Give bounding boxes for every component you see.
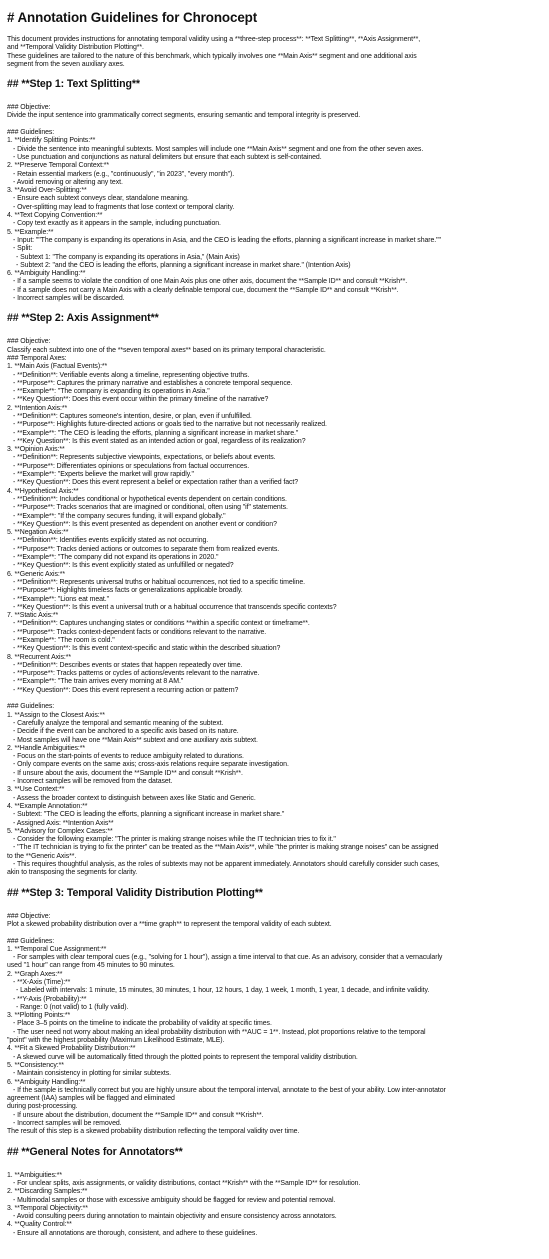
list-item: - **Definition**: Represents subjective viewpoints, expectations, or beliefs about events.	[13, 454, 276, 462]
list-item: akin to transposing the segments for clarity.	[7, 869, 138, 877]
step1-guidelines-heading: ### Guidelines:	[7, 129, 55, 137]
list-item: 2. **Preserve Temporal Context:**	[7, 162, 110, 170]
list-item: - **Key Question**: Does this event represent a recurring action or pattern?	[13, 686, 239, 694]
list-item: - Copy text exactly as it appears in the sample, including punctuation.	[13, 220, 221, 228]
list-item: - **Example**: "The train arrives every morning at 8 AM."	[13, 678, 184, 686]
list-item: - Most samples will have one **Main Axis** subtext and one auxiliary axis subtext.	[13, 736, 258, 744]
list-item: 5. **Advisory for Complex Cases:**	[7, 827, 113, 835]
list-item: - Maintain consistency in plotting for similar subtexts.	[13, 1070, 172, 1078]
list-item: 4. **Text Copying Convention:**	[7, 212, 103, 220]
list-item: - Only compare events on the same axis; cross-axis relations require separate investigation.	[13, 761, 289, 769]
list-item: - Subtext: "The CEO is leading the efforts, planning a significant increase in market share."	[13, 811, 285, 819]
list-item: - Decide if the event can be anchored to a specific axis based on its nature.	[13, 728, 239, 736]
list-item: 3. **Avoid Over-Splitting:**	[7, 187, 87, 195]
step2-heading: ## **Step 2: Axis Assignment**	[7, 312, 159, 325]
step3-objective: Plot a skewed probability distribution over a **time graph** to represent the temporal validity of each subtext.	[7, 920, 332, 928]
list-item: - Subtext 2: "and the CEO is leading the efforts, planning a significant increase in market share." (Intention Axis)	[16, 261, 351, 269]
list-item: 2. **Handle Ambiguities:**	[7, 744, 86, 752]
list-item: - **Example**: "Lions eat meat."	[13, 595, 110, 603]
list-item: - If a sample does not carry a Main Axis with a clearly definable temporal cue, document the **Sample ID** and consult **Krish**.	[13, 286, 399, 294]
list-item: 1. **Identify Splitting Points:**	[7, 137, 96, 145]
step2-axes-heading: ### Temporal Axes:	[7, 354, 67, 362]
list-item: 1. **Main Axis (Factual Events):**	[7, 363, 108, 371]
list-item: - Place 3–5 points on the timeline to indicate the probability of validity at specific times.	[13, 1020, 272, 1028]
list-item: - Ensure each subtext conveys clear, standalone meaning.	[13, 195, 189, 203]
list-item: - **Example**: "If the company secures funding, it will expand globally."	[13, 512, 226, 520]
list-item: - If unsure about the axis, document the **Sample ID** and consult **Krish**.	[13, 769, 243, 777]
list-item: - If the sample is technically correct but you are highly unsure about the temporal interval, annotate to the best of your ability. Low inter-annotator	[13, 1086, 446, 1094]
list-item: - **Definition**: Verifiable events along a timeline, representing objective truths.	[13, 371, 250, 379]
list-item: used "1 hour" can range from 45 minutes to 90 minutes.	[7, 962, 175, 970]
step2-axes-list	[7, 363, 528, 695]
list-item: - **Key Question**: Is this event presented as dependent on another event or condition?	[13, 520, 277, 528]
list-item: - **Purpose**: Tracks context-dependent facts or conditions relevant to the narrative.	[13, 628, 267, 636]
list-item: - **Definition**: Captures someone's intention, desire, or plan, even if unfulfilled.	[13, 412, 252, 420]
list-item: 6. **Ambiguity Handling:**	[7, 270, 86, 278]
step2-guidelines-heading: ### Guidelines:	[7, 703, 55, 711]
step1-objective: Divide the input sentence into grammatically correct segments, ensuring semantic and temporal integrity is preserved.	[7, 112, 361, 120]
list-item: 8. **Recurrent Axis:**	[7, 653, 72, 661]
list-item: - Consider the following example: "The printer is making strange noises while the IT technician tries to fix it."	[13, 836, 336, 844]
list-item: - For samples with clear temporal cues (e.g., "solving for 1 hour"), assign a time interval to that cue. As an advisory, consider that a vernacularly	[13, 954, 443, 962]
list-item: "point" with the highest probability (Maximum Likelihood Estimate, MLE).	[7, 1037, 225, 1045]
list-item: 5. **Example:**	[7, 228, 54, 236]
intro-line: This document provides instructions for annotating temporal validity using a **three-step process**: **Text Splitting**, **Axis Assignment**,	[7, 36, 421, 43]
list-item: 5. **Consistency:**	[7, 1061, 64, 1069]
list-item: - Divide the sentence into meaningful subtexts. Most samples will include one **Main Axis** segment and one from the other seven axes.	[13, 145, 424, 153]
list-item: to the **Generic Axis**.	[7, 852, 77, 860]
general-notes-list	[7, 1172, 528, 1238]
intro	[7, 36, 528, 69]
list-item: - A skewed curve will be automatically fitted through the plotted points to represent the temporal validity distribution.	[13, 1053, 358, 1061]
list-item: - Input: ""The company is expanding its operations in Asia, and the CEO is leading the efforts, planning a significant increase in market share.""	[13, 236, 441, 244]
list-item: 6. **Ambiguity Handling:**	[7, 1078, 86, 1086]
step1-objective-heading: ### Objective:	[7, 104, 51, 112]
list-item: - Incorrect samples will be removed.	[13, 1120, 122, 1128]
list-item: - **Definition**: Describes events or states that happen repeatedly over time.	[13, 661, 243, 669]
step2-objective: Classify each subtext into one of the **seven temporal axes** based on its primary temporal characteristic.	[7, 346, 326, 354]
list-item: - **Purpose**: Tracks scenarios that are imagined or conditional, often using "if" statements.	[13, 504, 288, 512]
list-item: 5. **Negation Axis:**	[7, 529, 69, 537]
list-item: - **Purpose**: Highlights future-directed actions or goals tied to the narrative but not necessarily realized.	[13, 421, 327, 429]
list-item: - **Purpose**: Differentiates opinions or speculations from factual occurrences.	[13, 462, 250, 470]
list-item: - If a sample seems to violate the condition of one Main Axis plus one other axis, document the **Sample ID** and consult **Krish**.	[13, 278, 408, 286]
list-item: - **Key Question**: Is this event context-specific and static within the described situation?	[13, 645, 281, 653]
list-item: - **Key Question**: Is this event a universal truth or a habitual occurrence that transcends specific contexts?	[13, 603, 337, 611]
list-item: - **Purpose**: Tracks patterns or cycles of actions/events relevant to the narrative.	[13, 670, 260, 678]
list-item: 3. **Plotting Points:**	[7, 1012, 71, 1020]
list-item: - Range: 0 (not valid) to 1 (fully valid).	[16, 1003, 129, 1011]
step2-guidelines-list	[7, 712, 528, 878]
list-item: - **Definition**: Identifies events explicitly stated as not occurring.	[13, 537, 209, 545]
step3-guidelines-list	[7, 946, 528, 1137]
list-item: - **Purpose**: Captures the primary narrative and establishes a concrete temporal sequence.	[13, 379, 293, 387]
list-item: - Subtext 1: "The company is expanding its operations in Asia," (Main Axis)	[16, 253, 240, 261]
list-item: - Assigned Axis: **Intention Axis**	[13, 819, 114, 827]
list-item: - For unclear splits, axis assignments, or validity distributions, contact **Krish** with the **Sample ID** for resolution.	[13, 1179, 361, 1187]
list-item: 1. **Ambiguities:**	[7, 1171, 62, 1179]
list-item: - **Key Question**: Does this event occur within the primary timeline of the narrative?	[13, 396, 269, 404]
list-item: - Focus on the start-points of events to reduce ambiguity related to durations.	[13, 753, 244, 761]
list-item: - Labeled with intervals: 1 minute, 15 minutes, 30 minutes, 1 hour, 12 hours, 1 day, 1 week, 1 month, 1 year, 1 decade, and infinite validity.	[16, 987, 430, 995]
list-item: - Use punctuation and conjunctions as natural delimiters but ensure that each subtext is self-contained.	[13, 153, 322, 161]
list-item: 4. **Quality Control:**	[7, 1221, 72, 1229]
list-item: - **Definition**: Includes conditional or hypothetical events dependent on certain conditions.	[13, 495, 287, 503]
list-item: 3. **Temporal Objectivity:**	[7, 1204, 88, 1212]
list-item: - Avoid consulting peers during annotation to maintain objectivity and ensure consistency across annotators.	[13, 1213, 337, 1221]
list-item: - Retain essential markers (e.g., "continuously", "in 2023", "every month").	[13, 170, 235, 178]
general-notes-heading: ## **General Notes for Annotators**	[7, 1145, 183, 1158]
list-item: 3. **Opinion Axis:**	[7, 446, 65, 454]
list-item: 6. **Generic Axis:**	[7, 570, 65, 578]
general-notes-section	[7, 1146, 528, 1238]
list-item: 3. **Use Context:**	[7, 786, 65, 794]
list-item: - This requires thoughtful analysis, as the roles of subtexts may not be apparent immediately. Annotators should carefully consider such cases,	[13, 861, 440, 869]
list-item: - **Example**: "Experts believe the market will grow rapidly."	[13, 471, 194, 479]
list-item: - **Definition**: Represents universal truths or habitual occurrences, not tied to a specific timeline.	[13, 578, 306, 586]
list-item: - **Example**: "The room is cold."	[13, 637, 115, 644]
list-item: - **Y-Axis (Probability):**	[13, 995, 87, 1003]
list-item: - **Key Question**: Does this event represent a belief or expectation rather than a verified fact?	[13, 479, 299, 487]
step1-heading: ## **Step 1: Text Splitting**	[7, 78, 140, 91]
step2-section	[7, 312, 528, 877]
list-item: during post-processing.	[7, 1103, 78, 1111]
list-item: - Over-splitting may lead to fragments that lose context or temporal clarity.	[13, 203, 235, 211]
list-item: agreement (IAA) samples will be flagged and eliminated	[7, 1095, 175, 1103]
list-item: - **Purpose**: Highlights timeless facts or generalizations applicable broadly.	[13, 587, 243, 595]
list-item: - Ensure all annotations are thorough, consistent, and adhere to these guidelines.	[13, 1229, 258, 1237]
list-item: 4. **Hypothetical Axis:**	[7, 487, 79, 495]
step3-heading: ## **Step 3: Temporal Validity Distribution Plotting**	[7, 886, 263, 899]
list-item: 2. **Discarding Samples:**	[7, 1188, 88, 1196]
list-item: - Split:	[13, 245, 33, 253]
list-item: - **Example**: "The company did not expand its operations in 2020."	[13, 554, 219, 562]
list-item: - Multimodal samples or those with excessive ambiguity should be flagged for review and potential removal.	[13, 1196, 336, 1204]
list-item: - Avoid removing or altering any text.	[13, 178, 123, 186]
list-item: - **Purpose**: Tracks denied actions or outcomes to separate them from realized events.	[13, 545, 280, 553]
list-item: - If unsure about the distribution, document the **Sample ID** and consult **Krish**.	[13, 1111, 264, 1119]
list-item: 2. **Intention Axis:**	[7, 404, 68, 412]
list-item: - **Example**: "The company is expanding its operations in Asia."	[13, 388, 210, 396]
intro-line: and **Temporal Validity Distribution Plotting**.	[7, 44, 144, 52]
list-item: 4. **Example Annotation:**	[7, 802, 88, 810]
step1-guidelines-list	[7, 137, 528, 303]
list-item: - Incorrect samples will be removed from the dataset.	[13, 778, 173, 786]
step3-objective-heading: ### Objective:	[7, 912, 51, 920]
list-item: - The user need not worry about making an ideal probability distribution with **AUC = 1**. Instead, plot proportions relative to the temporal	[13, 1028, 426, 1036]
list-item: - Assess the broader context to distinguish between axes like Static and Generic.	[13, 794, 256, 802]
list-item: - Carefully analyze the temporal and semantic meaning of the subtext.	[13, 719, 224, 727]
document-title: # Annotation Guidelines for Chronocept	[7, 10, 258, 25]
list-item: The result of this step is a skewed probability distribution reflecting the temporal validity over time.	[7, 1128, 300, 1136]
list-item: 1. **Assign to the Closest Axis:**	[7, 711, 105, 719]
list-item: - **Definition**: Captures unchanging states or conditions **within a specific context or timeframe**.	[13, 620, 310, 628]
list-item: 4. **Fit a Skewed Probability Distribution:**	[7, 1045, 136, 1053]
step2-objective-heading: ### Objective:	[7, 338, 51, 346]
list-item: - "The IT technician is trying to fix the printer" can be treated as the **Main Axis**, while "the printer is making strange noises" can be assigned	[13, 844, 439, 852]
intro-line: segment from the seven auxiliary axes.	[7, 60, 125, 68]
list-item: 1. **Temporal Cue Assignment:**	[7, 945, 107, 953]
step3-guidelines-heading: ### Guidelines:	[7, 937, 55, 945]
list-item: - **Example**: "The CEO is leading the efforts, planning a significant increase in market share."	[13, 429, 299, 437]
list-item: - Incorrect samples will be discarded.	[13, 295, 125, 303]
step1-section	[7, 78, 528, 303]
step3-section	[7, 887, 528, 1137]
list-item: 7. **Static Axis:**	[7, 612, 59, 620]
list-item: - **X-Axis (Time):**	[13, 978, 71, 986]
intro-line: These guidelines are tailored to the nature of this benchmark, which typically involves one **Main Axis** segment and one additional axis	[7, 52, 417, 60]
list-item: 2. **Graph Axes:**	[7, 970, 63, 978]
list-item: - **Key Question**: Is this event explicitly stated as unfulfilled or negated?	[13, 562, 234, 570]
list-item: - **Key Question**: Is this event stated as an intended action or goal, regardless of its realization?	[13, 437, 306, 445]
